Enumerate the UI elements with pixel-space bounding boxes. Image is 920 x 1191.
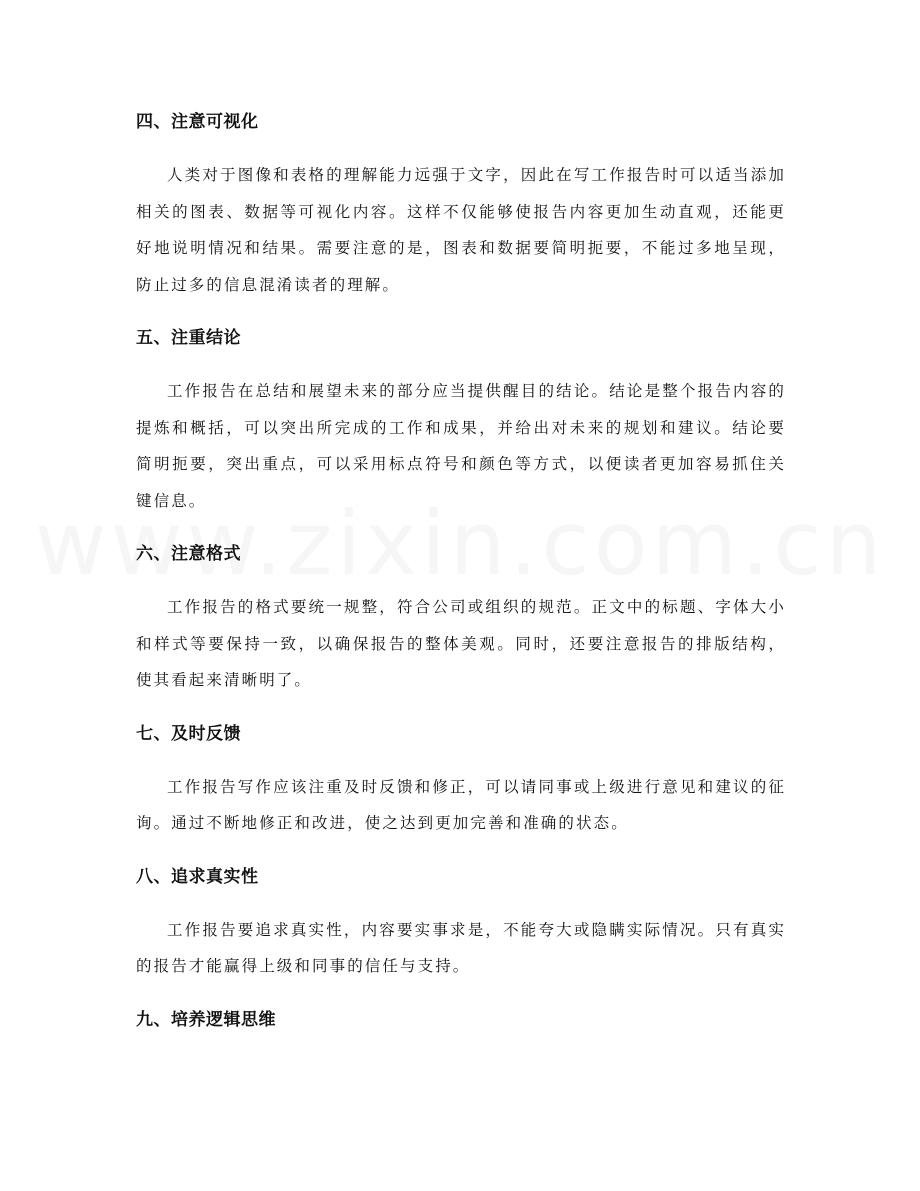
- section-body-4: 人类对于图像和表格的理解能力远强于文字，因此在写工作报告时可以适当添加相关的图表、数据等可视化内容。这样不仅能够使报告内容更加生动直观，还能更好地说明情况和结果。需要注意的是，图表和数据要简明扼要，不能过多地呈现，防止过多的信息混淆读者的理解。: [136, 166, 786, 294]
- section-body-8: 工作报告要追求真实性，内容要实事求是，不能夸大或隐瞒实际情况。只有真实的报告才能赢得上级和同事的信任与支持。: [136, 920, 786, 975]
- section-body-7: 工作报告写作应该注重及时反馈和修正，可以请同事或上级进行意见和建议的征询。通过不断地修正和改进，使之达到更加完善和准确的状态。: [136, 777, 786, 832]
- section-body-6: 工作报告的格式要统一规整，符合公司或组织的规范。正文中的标题、字体大小和样式等要保持一致，以确保报告的整体美观。同时，还要注意报告的排版结构，使其看起来清晰明了。: [136, 598, 786, 689]
- section-body-5: 工作报告在总结和展望未来的部分应当提供醒目的结论。结论是整个报告内容的提炼和概括，可以突出所完成的工作和成果，并给出对未来的规划和建议。结论要简明扼要，突出重点，可以采用标点符号和颜色等方式，以便读者更加容易抓住关键信息。: [136, 382, 786, 510]
- section-title-5: 五、注重结论: [136, 328, 241, 348]
- section-title-7: 七、及时反馈: [136, 723, 241, 744]
- section-title-6: 六、注意格式: [136, 544, 241, 564]
- section-title-9: 九、培养逻辑思维: [136, 1009, 276, 1030]
- document-content: [136, 108, 786, 1055]
- section-title-4: 四、注意可视化: [136, 112, 259, 132]
- section-title-8: 八、追求真实性: [136, 866, 259, 887]
